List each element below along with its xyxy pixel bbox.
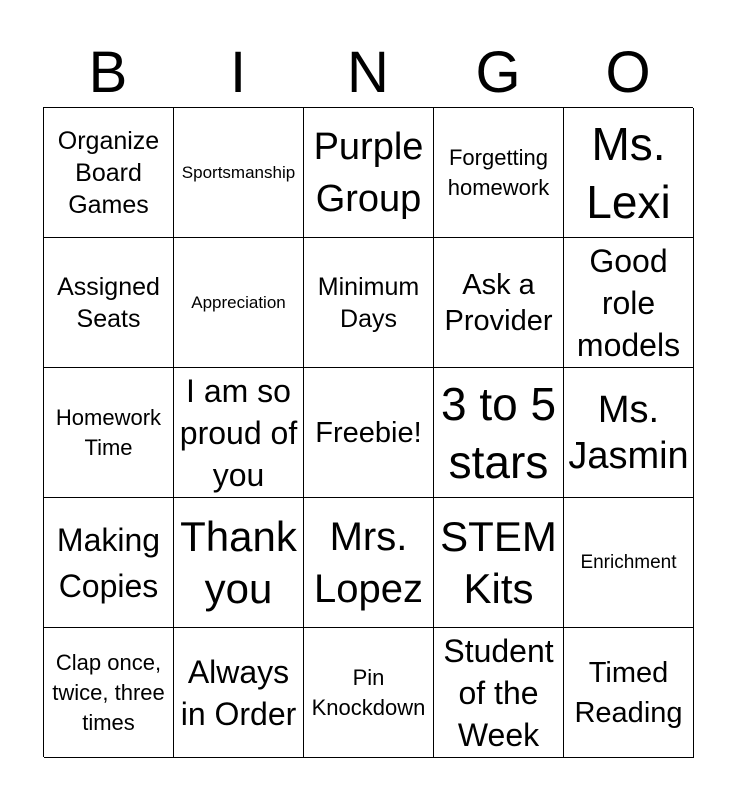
header-letter-o: O xyxy=(605,40,651,105)
cell-text: Timed Reading xyxy=(574,656,683,729)
bingo-cell[interactable] xyxy=(304,498,434,628)
cell-text: Organize Board Games xyxy=(57,126,160,219)
cell-text: 3 to 5 stars xyxy=(440,377,557,488)
bingo-cell[interactable] xyxy=(174,498,304,628)
bingo-cell[interactable] xyxy=(44,498,174,628)
bingo-cell[interactable] xyxy=(304,238,434,368)
bingo-cell[interactable] xyxy=(564,108,694,238)
bingo-cell[interactable] xyxy=(304,108,434,238)
cell-text: Ms. Lexi xyxy=(586,117,671,228)
cell-text: Pin Knockdown xyxy=(311,664,426,720)
header-letter-i: I xyxy=(229,40,247,105)
bingo-cell[interactable] xyxy=(434,368,564,498)
bingo-cell[interactable] xyxy=(434,498,564,628)
cell-text: Ask a Provider xyxy=(444,268,553,337)
bingo-cell[interactable] xyxy=(304,628,434,758)
cell-text: Homework Time xyxy=(55,404,162,460)
cell-text: I am so proud of you xyxy=(179,372,298,493)
bingo-cell[interactable] xyxy=(564,238,694,368)
bingo-cell[interactable] xyxy=(564,498,694,628)
cell-text: STEM Kits xyxy=(440,512,557,612)
header-letter-b: B xyxy=(88,40,128,105)
cell-text: Clap once, twice, three times xyxy=(52,649,165,735)
bingo-cell[interactable] xyxy=(174,368,304,498)
cell-text: Ms. Jasmin xyxy=(568,388,689,477)
cell-text: Good role models xyxy=(576,242,681,363)
cell-text: Mrs. Lopez xyxy=(314,514,423,611)
cell-text: Thank you xyxy=(180,512,297,612)
cell-text: Enrichment xyxy=(580,552,677,573)
bingo-cell[interactable] xyxy=(174,628,304,758)
cell-text: Appreciation xyxy=(191,293,286,312)
bingo-cell[interactable] xyxy=(564,368,694,498)
bingo-cell[interactable] xyxy=(44,368,174,498)
cell-text: Always in Order xyxy=(180,653,297,732)
bingo-cell[interactable] xyxy=(304,368,434,498)
bingo-cell[interactable] xyxy=(44,108,174,238)
cell-text: Sportsmanship xyxy=(181,163,296,182)
bingo-cell[interactable] xyxy=(434,238,564,368)
bingo-cell[interactable] xyxy=(434,108,564,238)
bingo-cell[interactable] xyxy=(434,628,564,758)
cell-text: Student of the Week xyxy=(443,632,554,753)
cell-text: Minimum Days xyxy=(317,272,420,333)
cell-text: Freebie! xyxy=(315,416,422,449)
cell-text: Assigned Seats xyxy=(57,272,160,333)
bingo-cell[interactable] xyxy=(174,108,304,238)
header-letter-g: G xyxy=(475,40,521,105)
bingo-cell[interactable] xyxy=(564,628,694,758)
cell-text: Forgetting homework xyxy=(447,144,550,200)
bingo-cell[interactable] xyxy=(44,238,174,368)
bingo-cell[interactable] xyxy=(44,628,174,758)
cell-text: Making Copies xyxy=(56,521,161,604)
bingo-cell[interactable] xyxy=(174,238,304,368)
bingo-grid xyxy=(43,107,693,757)
cell-text: Purple Group xyxy=(313,125,424,220)
bingo-header xyxy=(43,40,693,106)
header-letter-n: N xyxy=(347,40,389,105)
